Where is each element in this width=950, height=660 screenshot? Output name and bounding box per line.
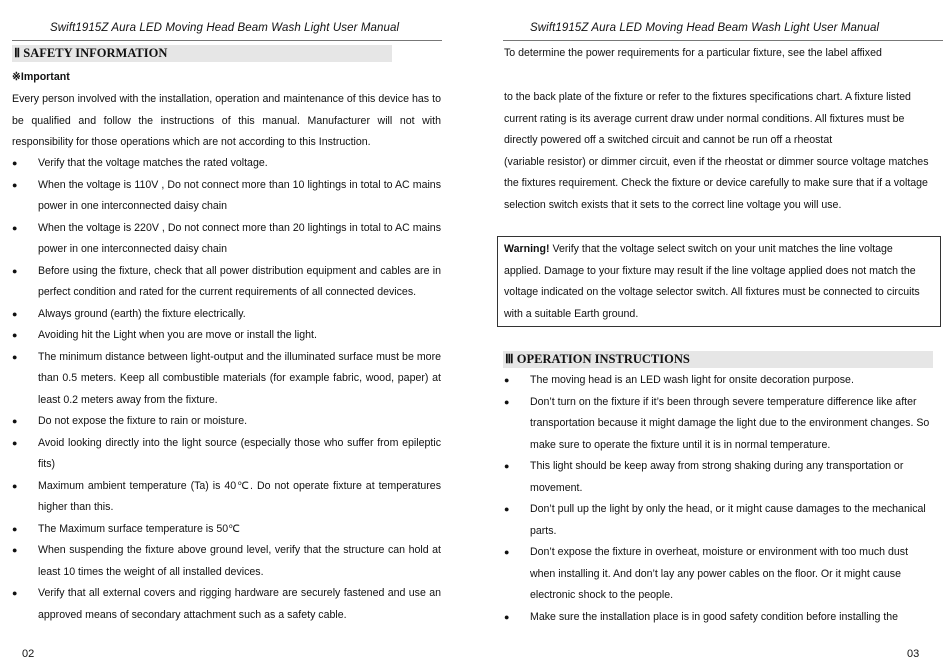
text-line: with a suitable Earth ground. [504,307,639,320]
section-title: Ⅲ OPERATION INSTRUCTIONS [503,351,933,368]
list-item: ● The Maximum surface temperature is 50℃ [12,519,441,541]
list-item: ● Do not expose the fixture to rain or moisture. [12,411,441,433]
warning-line: Verify that the voltage select switch on your unit matches the line voltage [549,243,893,255]
text-line: the fixtures requirement. Check the fixture or device carefully to make sure that if a voltage [504,177,928,189]
list-item: ● This light should be keep away from strong shaking during any transportation or movement. [504,456,934,499]
list-item: ● Don’t pull up the light by only the head, or it might cause damages to the mechanical parts. [504,499,934,542]
list-item: ● Always ground (earth) the fixture electrically. [12,304,441,326]
text-line: directly powered off a switched circuit and cannot be run off a rheostat [504,134,833,146]
list-item: ● Don’t turn on the fixture if it’s been through severe temperature difference like after transportation because it might damage the light due to the environment changes. So make sure to operate the fixture until it is in normal temperature. [504,392,934,457]
text-line: current rating is its average current draw under normal conditions. All fixtures must be [504,112,905,125]
right-page [475,0,950,660]
page-number: 02 [22,648,35,660]
text-line [504,239,920,261]
list-item: ● The minimum distance between light-output and the illuminated surface must be more than 0.5 meters. Keep all combustible materials (for example fabric, wood, paper) at least 0.2 meters away from the fixture. [12,347,441,412]
text-line: selection switch exists that it sets to the correct line voltage you will use. [504,198,842,211]
text-line: (variable resistor) or dimmer circuit, even if the rheostat or dimmer source voltage matches [504,155,929,168]
text-line: applied. Damage to your fixture may result if the line voltage applied does not match the [504,264,916,277]
list-item: ● Avoiding hit the Light when you are move or install the light. [12,325,441,347]
list-item: ● The moving head is an LED wash light for onsite decoration purpose. [504,370,934,392]
text-line: voltage indicated on the voltage selector switch. All fixtures must be connected to circuits [504,286,920,298]
list-item: ● When the voltage is 220V , Do not connect more than 20 lightings in total to AC mains power in one interconnected daisy chain [12,218,441,261]
page-number: 03 [907,648,920,660]
running-header: Swift1915Z Aura LED Moving Head Beam Wash Light User Manual [530,22,880,34]
intro-paragraph: Every person involved with the installation, operation and maintenance of this device has to be qualified and follow the instructions of this manual. Manufacturer will not with responsibility for those operations which are not according to this Instruction. [12,93,441,148]
warning-label: Warning! [504,243,550,255]
header-divider [503,40,943,41]
running-header: Swift1915Z Aura LED Moving Head Beam Wash Light User Manual [50,22,400,34]
list-item: ● Maximum ambient temperature (Ta) is 40℃. Do not operate fixture at temperatures higher than this. [12,476,441,519]
list-item: ● When the voltage is 110V , Do not connect more than 10 lightings in total to AC mains power in one interconnected daisy chain [12,175,441,218]
operation-bullet-list [504,370,934,628]
list-item: ● When suspending the fixture above ground level, verify that the structure can hold at least 10 times the weight of all installed devices. [12,540,441,583]
list-item: ● Verify that all external covers and rigging hardware are securely fastened and use an approved means of secondary attachment such as a safety cable. [12,583,441,626]
safety-bullet-list [12,153,441,626]
header-divider [12,40,442,41]
text-line: to the back plate of the fixture or refer to the fixtures specifications chart. A fixture listed [504,91,911,103]
list-item: ● Avoid looking directly into the light source (especially those who suffer from epileptic fits) [12,433,441,476]
list-item: ● Don’t expose the fixture in overheat, moisture or environment with too much dust when installing it. And don’t lay any power cables on the floor. Or it might cause electronic shock to the people. [504,542,934,607]
list-item: ● Make sure the installation place is in good safety condition before installing the [504,607,934,629]
warning-text [504,239,920,325]
list-item: ● Verify that the voltage matches the rated voltage. [12,153,441,175]
section-title: Ⅱ SAFETY INFORMATION [12,45,392,62]
power-paragraph [504,87,929,216]
list-item: ● Before using the fixture, check that all power distribution equipment and cables are in perfect condition and rated for the current requirements of all connected devices. [12,261,441,304]
important-label: ※Important [12,71,70,83]
power-paragraph-intro: To determine the power requirements for a particular fixture, see the label affixed [504,47,882,59]
